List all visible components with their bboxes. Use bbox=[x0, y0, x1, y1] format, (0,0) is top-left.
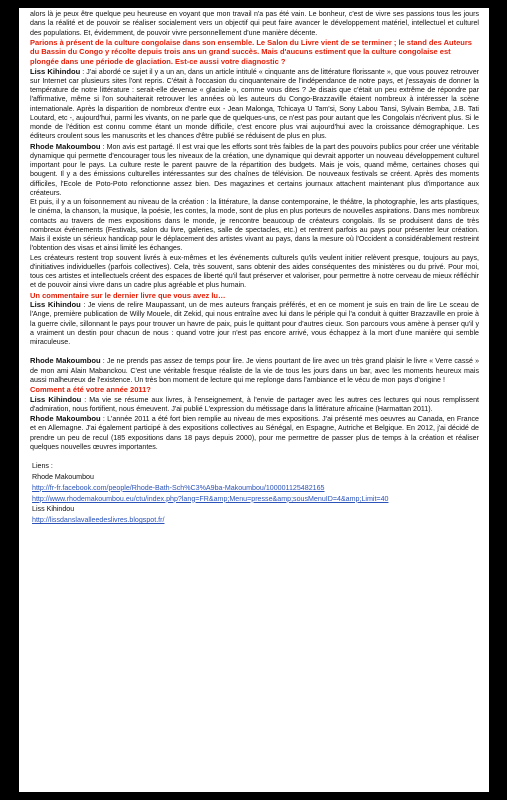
answer-text: : Je ne prends pas assez de temps pour lire. Je viens pourtant de lire avec un très grand plaisir le livre « Verre cassé » de mon ami Alain Mabanckou. C'est une véritable fresque réaliste de la vie de tous les jours dans un bar, avec les moments heureux mais aussi malheureux de l'existence. Un très bon moment de lecture qui me replonge dans l'ambiance et le vécu de mon pays d'origine ! bbox=[30, 357, 480, 384]
answer-text: : Mon avis est partagé. Il est vrai que les efforts sont très faibles de la part des pouvoirs publics pour créer une véritable dynamique qui permette d'encourager tous les niveaux de la création, une dynamique qui devrait apporter un nouveau développement culturel important pour le pays. La culture reste le parent pauvre de la répartition des budgets. Mais je vois, quand même, certaines choses qui bougent. Il y a des émissions culturelles intéressantes sur des chaînes de télévision. De nouveaux festivals se créent. Après des moments difficiles, l'Ecole de Poto-Poto refonctionne assez bien. Des magazines et certains journaux attachent maintenant plus d'importance aux créateurs. bbox=[30, 142, 480, 197]
answer-liss-culture bbox=[30, 67, 479, 142]
answer-rhode-2011 bbox=[30, 414, 479, 452]
article-page bbox=[19, 8, 489, 792]
speaker-rhode: Rhode Makoumbou bbox=[30, 414, 101, 424]
answer-liss-book bbox=[30, 300, 479, 347]
speaker-liss: Liss Kihindou bbox=[30, 300, 81, 310]
speaker-liss: Liss Kihindou bbox=[30, 394, 82, 404]
answer-text: : L'année 2011 a été fort bien remplie au niveau de mes expositions. J'ai présenté mes oeuvres au Canada, en France et en Allemagne. J'ai également participé à des expositions collectives au Sénégal, en Espagne, Autriche et Belgique. En 2012, j'ai décidé de prendre un peu de recul (185 expositions dans 18 pays depuis 2000), pour me permettre de passer plus de temps à la création et réaliser quelques nouvelles œuvres importantes. bbox=[30, 415, 480, 451]
answer-liss-2011 bbox=[30, 395, 479, 415]
links-heading: Liens : bbox=[32, 462, 53, 471]
speaker-rhode: Rhode Makoumbou bbox=[30, 141, 101, 151]
answer-text: : J'ai abordé ce sujet il y a un an, dans un article intitulé « cinquante ans de littérature florissante », que vous pouvez retrouver sur Internet car plusieurs sites l'ont repris. C'était à l'occasion du cinquantenaire de l'indépendance de notre pays, et j'essayais de donner la température de notre littérature : serait-elle devenue « glaciale », comme vous dites ? Je disais que c'était un peu extrême de répondre par l'affirmative, même si l'on souhaiterait retrouver les années où les auteurs du Congo-Brazzaville étaient nombreux à intéresser la scène internationale. Après la disparition de nombreux d'entre eux - Jean Malonga, Tchicaya U Tam'si, Sony Labou Tansi, Sylvain Bemba, J.B. Tati Loutard, etc -, aujourd'hui, parmi les vivants, on ne parle que de quelques-uns, ce n'est pas pour autant que les Congolais n'écrivent plus. Si le monde de l'édition est connu comme étant un monde difficile, c'est encore plus vrai aujourd'hui avec la croissance démographique. Les éditeurs croulent sous les manuscrits et les chances d'être publié se réduisent de plus en plus. bbox=[30, 67, 479, 141]
rhode-website-link[interactable]: http://www.rhodemakoumbou.eu/ctu/index.php?lang=FR&amp;Menu=presse&amp;sousMenuID=4&amp;Limit=40 bbox=[32, 494, 389, 503]
spacer bbox=[30, 347, 479, 356]
answer-rhode-culture bbox=[30, 142, 479, 199]
answer-rhode-book bbox=[30, 356, 479, 385]
links-rhode-label: Rhode Makoumbou bbox=[32, 473, 94, 482]
question-year-2011: Comment a été votre année 2011? bbox=[30, 385, 151, 395]
question-last-book: Un commentaire sur le dernier livre que vous avez lu… bbox=[30, 290, 226, 300]
links-liss-label: Liss Kihindou bbox=[32, 505, 75, 514]
facebook-link[interactable]: http://fr-fr.facebook.com/people/Rhode-Bath-Sch%C3%A9ba-Makoumbou/100001125482165 bbox=[32, 483, 325, 492]
answer-rhode-culture-p3: Les créateurs restent trop souvent livrés à eux-mêmes et les événements culturels qu'ils veulent initier relèvent presque, toujours au pays, d'initiatives individuelles (parfois collectives). Cela, très souvent, sans obtenir des aides conséquentes des ministères ou du privé. Pour moi, tous ces artistes et intellectuels créent des espaces de liberté qu'il faut préserver et valoriser, pour permettre à notre cerveau de mieux réfléchir et de pouvoir ainsi vivre dans un cadre plus agréable et plus humain. bbox=[30, 253, 479, 290]
article-body bbox=[19, 8, 489, 526]
liss-blog-link[interactable]: http://lissdanslavalleedeslivres.blogspot.fr/ bbox=[32, 516, 165, 525]
question-culture: Parions à présent de la culture congolaise dans son ensemble. Le Salon du Livre vient de se terminer ; le stand des Auteurs du Bassin du Congo y récolte depuis trois ans un grand succès. Mais d'aucuns estiment que la culture congolaise est plongée dans une période de glaciation. Est-ce aussi votre diagnostic ? bbox=[30, 37, 472, 66]
answer-rhode-culture-p2: Et puis, il y a un foisonnement au niveau de la création : la littérature, la danse contemporaine, le théâtre, la photographie, les arts plastiques, le cinéma, la chanson, la musique, la poésie, les contes, la mode, sont de plus en plus porteurs de nouvelles aspirations. Dans mes nombreux contacts au travers de mes expositions dans le monde, je rencontre beaucoup de créateurs congolais. Ils se produisent dans de très nombreux événements (Festivals, salon du livre, galeries, salle de spectacles, etc.) et rentrent parfois au pays pour présenter leur création. Mais il existe un sérieux handicap pour le déplacement des artistes vivant au pays, dans la mesure où l'Occident a considérablement restreint l'obtention des visas et ainsi limité les échanges. bbox=[30, 198, 479, 253]
speaker-rhode: Rhode Makoumbou bbox=[30, 356, 101, 366]
answer-text: : Je viens de relire Maupassant, un de mes auteurs français préférés, et en ce moment je suis en train de lire Le sceau de l'Ange, première publication de Willy Mouele, dit Zekid, qui nous entraîne avec lui dans le périple qui l'a conduit à quitter Brazzaville en proie à la guerre civile, sillonnant le pays pour trouver un havre de paix, puis le quittant pour d'autres cieux. Son parcours vous amène à penser qu'il y a vraiment un destin pour chacun de nous : quand votre jour n'est pas encore arrivé, vous échappez à la mort d'une manière qui semble miraculeuse. bbox=[30, 301, 480, 347]
intro-paragraph: alors là je peux être quelque peu heureuse en voyant que mon travail n'a pas été vain. Le bonheur, c'est de vivre ses passions tous les jours dans la réalité et de pouvoir se réaliser socialement vers un objectif qui peut faire avancer le développement matériel, intellectuel et culturel des populations. Et, évidemment, de pouvoir vivre personnellement d'une manière décente. bbox=[30, 10, 479, 37]
links-section bbox=[30, 461, 479, 526]
speaker-liss: Liss Kihindou bbox=[30, 66, 81, 76]
answer-text: : Ma vie se résume aux livres, à l'enseignement, à l'envie de partager avec les autres ces lectures qui nous remplissent d'admiration, nous fortifient, nous émeuvent. J'ai publié L'expression du métissage dans la littérature africaine (Harmattan 2011). bbox=[30, 395, 480, 413]
